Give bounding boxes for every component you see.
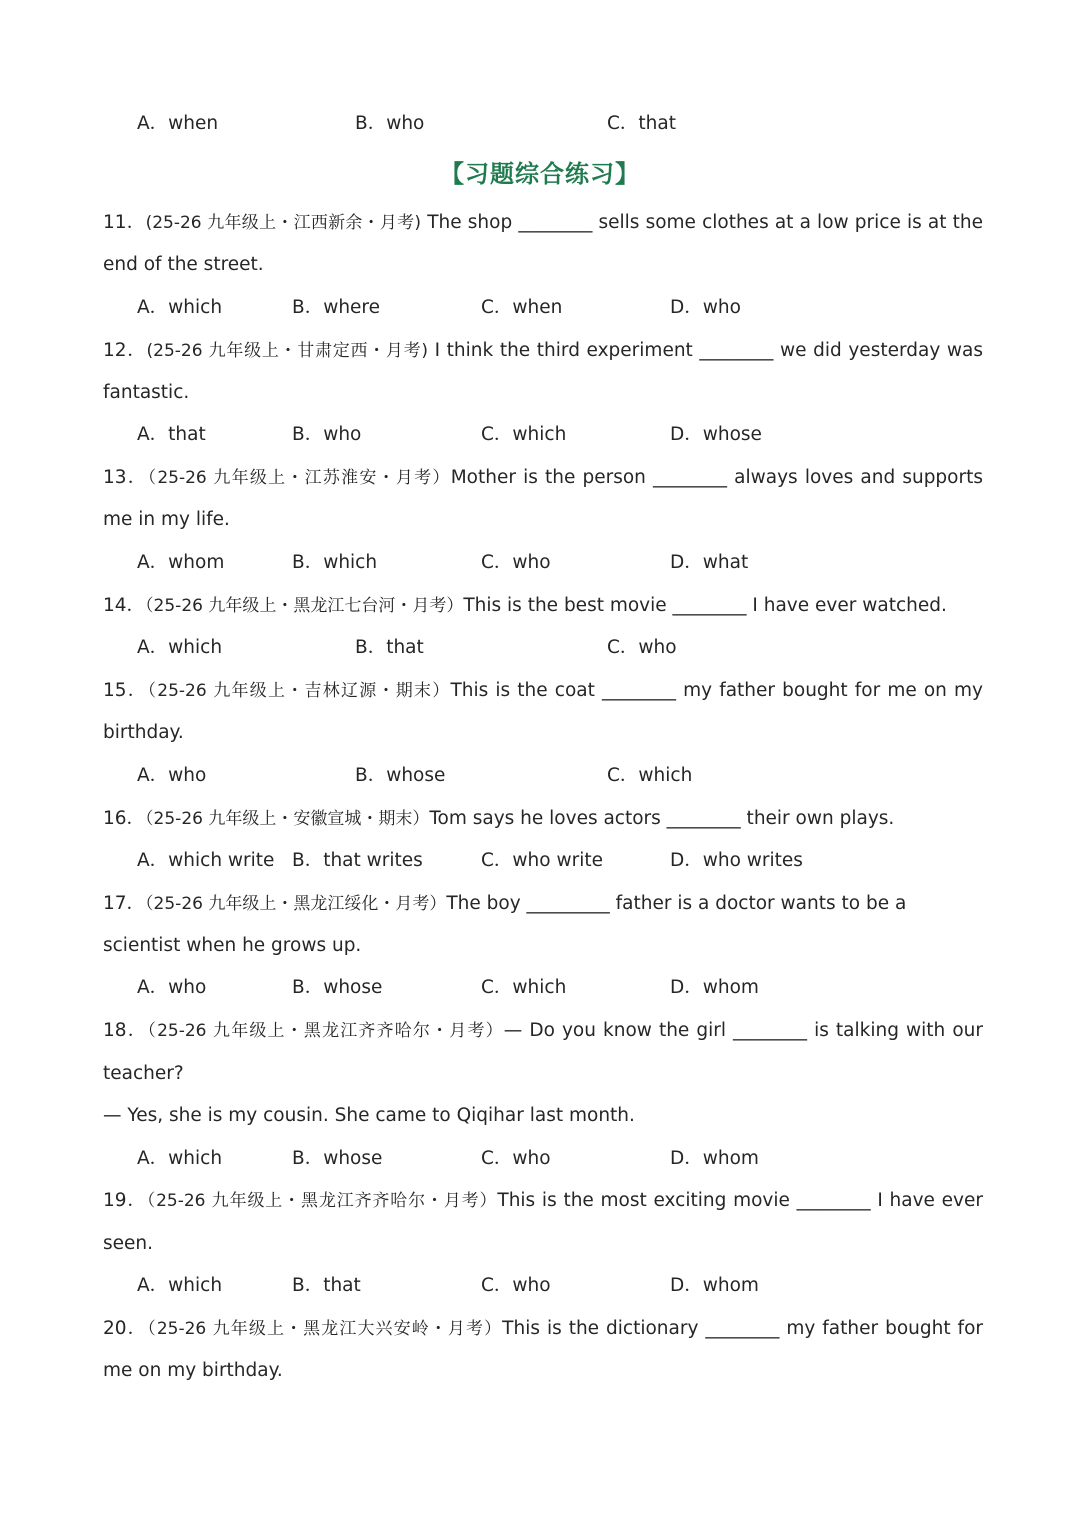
question-source: （25-26 九年级上・黑龙江绥化・月考） bbox=[145, 894, 447, 914]
option: A．which bbox=[137, 297, 223, 318]
option: A．who bbox=[137, 765, 207, 786]
option: A．which bbox=[137, 1148, 223, 1169]
option-row bbox=[0, 1147, 1080, 1171]
option: B．whose bbox=[292, 977, 383, 998]
question-source: （25-26 九年级上・黑龙江齐齐哈尔・月考） bbox=[147, 1021, 504, 1041]
question-source: （25-26 九年级上・安徽宣城・期末） bbox=[145, 809, 430, 829]
option-row bbox=[0, 423, 1080, 447]
question-text: The shop ________ sells some clothes at a low price is at the bbox=[421, 212, 983, 233]
option: B．who bbox=[355, 113, 425, 134]
option: D．who bbox=[670, 297, 741, 318]
option: D．whom bbox=[670, 1148, 759, 1169]
option: A．which bbox=[137, 1275, 223, 1296]
option: C．who bbox=[481, 552, 551, 573]
option: B．that bbox=[355, 637, 424, 658]
question-source: (25-26 九年级上・甘肃定西・月考) bbox=[146, 341, 428, 361]
question-text: This is the dictionary ________ my father bought for bbox=[502, 1318, 983, 1339]
question-text: This is the most exciting movie ________ I have ever bbox=[497, 1190, 983, 1211]
question-stem bbox=[103, 1317, 983, 1341]
option: D．whom bbox=[670, 1275, 759, 1296]
option: A．whom bbox=[137, 552, 225, 573]
question-source: （25-26 九年级上・黑龙江齐齐哈尔・月考） bbox=[146, 1191, 498, 1211]
question-number: 14． bbox=[103, 595, 146, 616]
question-number: 20． bbox=[103, 1318, 148, 1339]
option: C．who bbox=[481, 1148, 551, 1169]
option: D．whose bbox=[670, 424, 762, 445]
option: B．which bbox=[292, 552, 378, 573]
option: B．whose bbox=[355, 765, 446, 786]
option: D．what bbox=[670, 552, 749, 573]
option: A．which bbox=[137, 637, 223, 658]
option-row bbox=[0, 764, 1080, 788]
option: A．that bbox=[137, 424, 206, 445]
option: A．which write bbox=[137, 850, 275, 871]
question-text: The boy _________ father is a doctor wants to be a bbox=[446, 893, 907, 914]
question-number: 19． bbox=[103, 1190, 147, 1211]
question-source: （25-26 九年级上・黑龙江大兴安岭・月考） bbox=[147, 1319, 503, 1339]
option: B．where bbox=[292, 297, 381, 318]
question-text: me on my birthday. bbox=[103, 1360, 283, 1381]
question-text: This is the coat ________ my father bought for me on my bbox=[450, 680, 983, 701]
option: A．when bbox=[137, 113, 219, 134]
question-number: 17． bbox=[103, 893, 146, 914]
question-source: (25-26 九年级上・江西新余・月考) bbox=[145, 213, 422, 233]
option: D．whom bbox=[670, 977, 759, 998]
option: B．that writes bbox=[292, 850, 423, 871]
question-text: I think the third experiment ________ we did yesterday was bbox=[428, 340, 983, 361]
question-text: fantastic. bbox=[103, 382, 190, 403]
question-text: me in my life. bbox=[103, 509, 230, 530]
question-stem bbox=[103, 594, 983, 618]
option: B．who bbox=[292, 424, 362, 445]
question-text: Mother is the person ________ always loves and supports bbox=[450, 467, 983, 488]
option: C．which bbox=[607, 765, 693, 786]
question-stem bbox=[103, 339, 983, 363]
option-row bbox=[0, 976, 1080, 1000]
question-number: 12． bbox=[103, 340, 147, 361]
question-number: 13． bbox=[103, 467, 148, 488]
option: C．which bbox=[481, 977, 567, 998]
question-text: — Do you know the girl ________ is talking with our bbox=[503, 1020, 983, 1041]
option: D．who writes bbox=[670, 850, 803, 871]
question-stem bbox=[103, 679, 983, 703]
question-text: — Yes, she is my cousin. She came to Qiqihar last month. bbox=[103, 1105, 635, 1126]
question-text: This is the best movie ________ I have ever watched. bbox=[463, 595, 947, 616]
question-stem bbox=[103, 1189, 983, 1213]
question-number: 15． bbox=[103, 680, 148, 701]
question-text: Tom says he loves actors ________ their own plays. bbox=[429, 808, 895, 829]
question-number: 11． bbox=[103, 212, 146, 233]
section-title: 【习题综合练习】 bbox=[440, 160, 640, 188]
option-row bbox=[0, 849, 1080, 873]
option: B．that bbox=[292, 1275, 361, 1296]
question-text: end of the street. bbox=[103, 254, 264, 275]
option-row bbox=[0, 1274, 1080, 1298]
question-text: scientist when he grows up. bbox=[103, 935, 362, 956]
option: A．who bbox=[137, 977, 207, 998]
option: C．who bbox=[481, 1275, 551, 1296]
question-stem bbox=[103, 211, 983, 235]
option-row bbox=[0, 636, 1080, 660]
question-stem bbox=[103, 1019, 983, 1043]
question-number: 16． bbox=[103, 808, 146, 829]
question-text: teacher? bbox=[103, 1063, 184, 1084]
question-number: 18． bbox=[103, 1020, 148, 1041]
question-source: （25-26 九年级上・黑龙江七台河・月考） bbox=[145, 596, 464, 616]
question-stem bbox=[103, 466, 983, 490]
option-row bbox=[0, 112, 1080, 136]
question-text: seen. bbox=[103, 1233, 154, 1254]
question-source: （25-26 九年级上・吉林辽源・期末） bbox=[147, 681, 451, 701]
option: C．when bbox=[481, 297, 563, 318]
question-source: （25-26 九年级上・江苏淮安・月考） bbox=[147, 468, 451, 488]
question-stem bbox=[103, 807, 983, 831]
option-row bbox=[0, 296, 1080, 320]
option: C．who bbox=[607, 637, 677, 658]
question-stem bbox=[103, 892, 983, 916]
option: C．which bbox=[481, 424, 567, 445]
option: B．whose bbox=[292, 1148, 383, 1169]
option: C．that bbox=[607, 113, 676, 134]
option: C．who write bbox=[481, 850, 603, 871]
question-text: birthday. bbox=[103, 722, 184, 743]
option-row bbox=[0, 551, 1080, 575]
